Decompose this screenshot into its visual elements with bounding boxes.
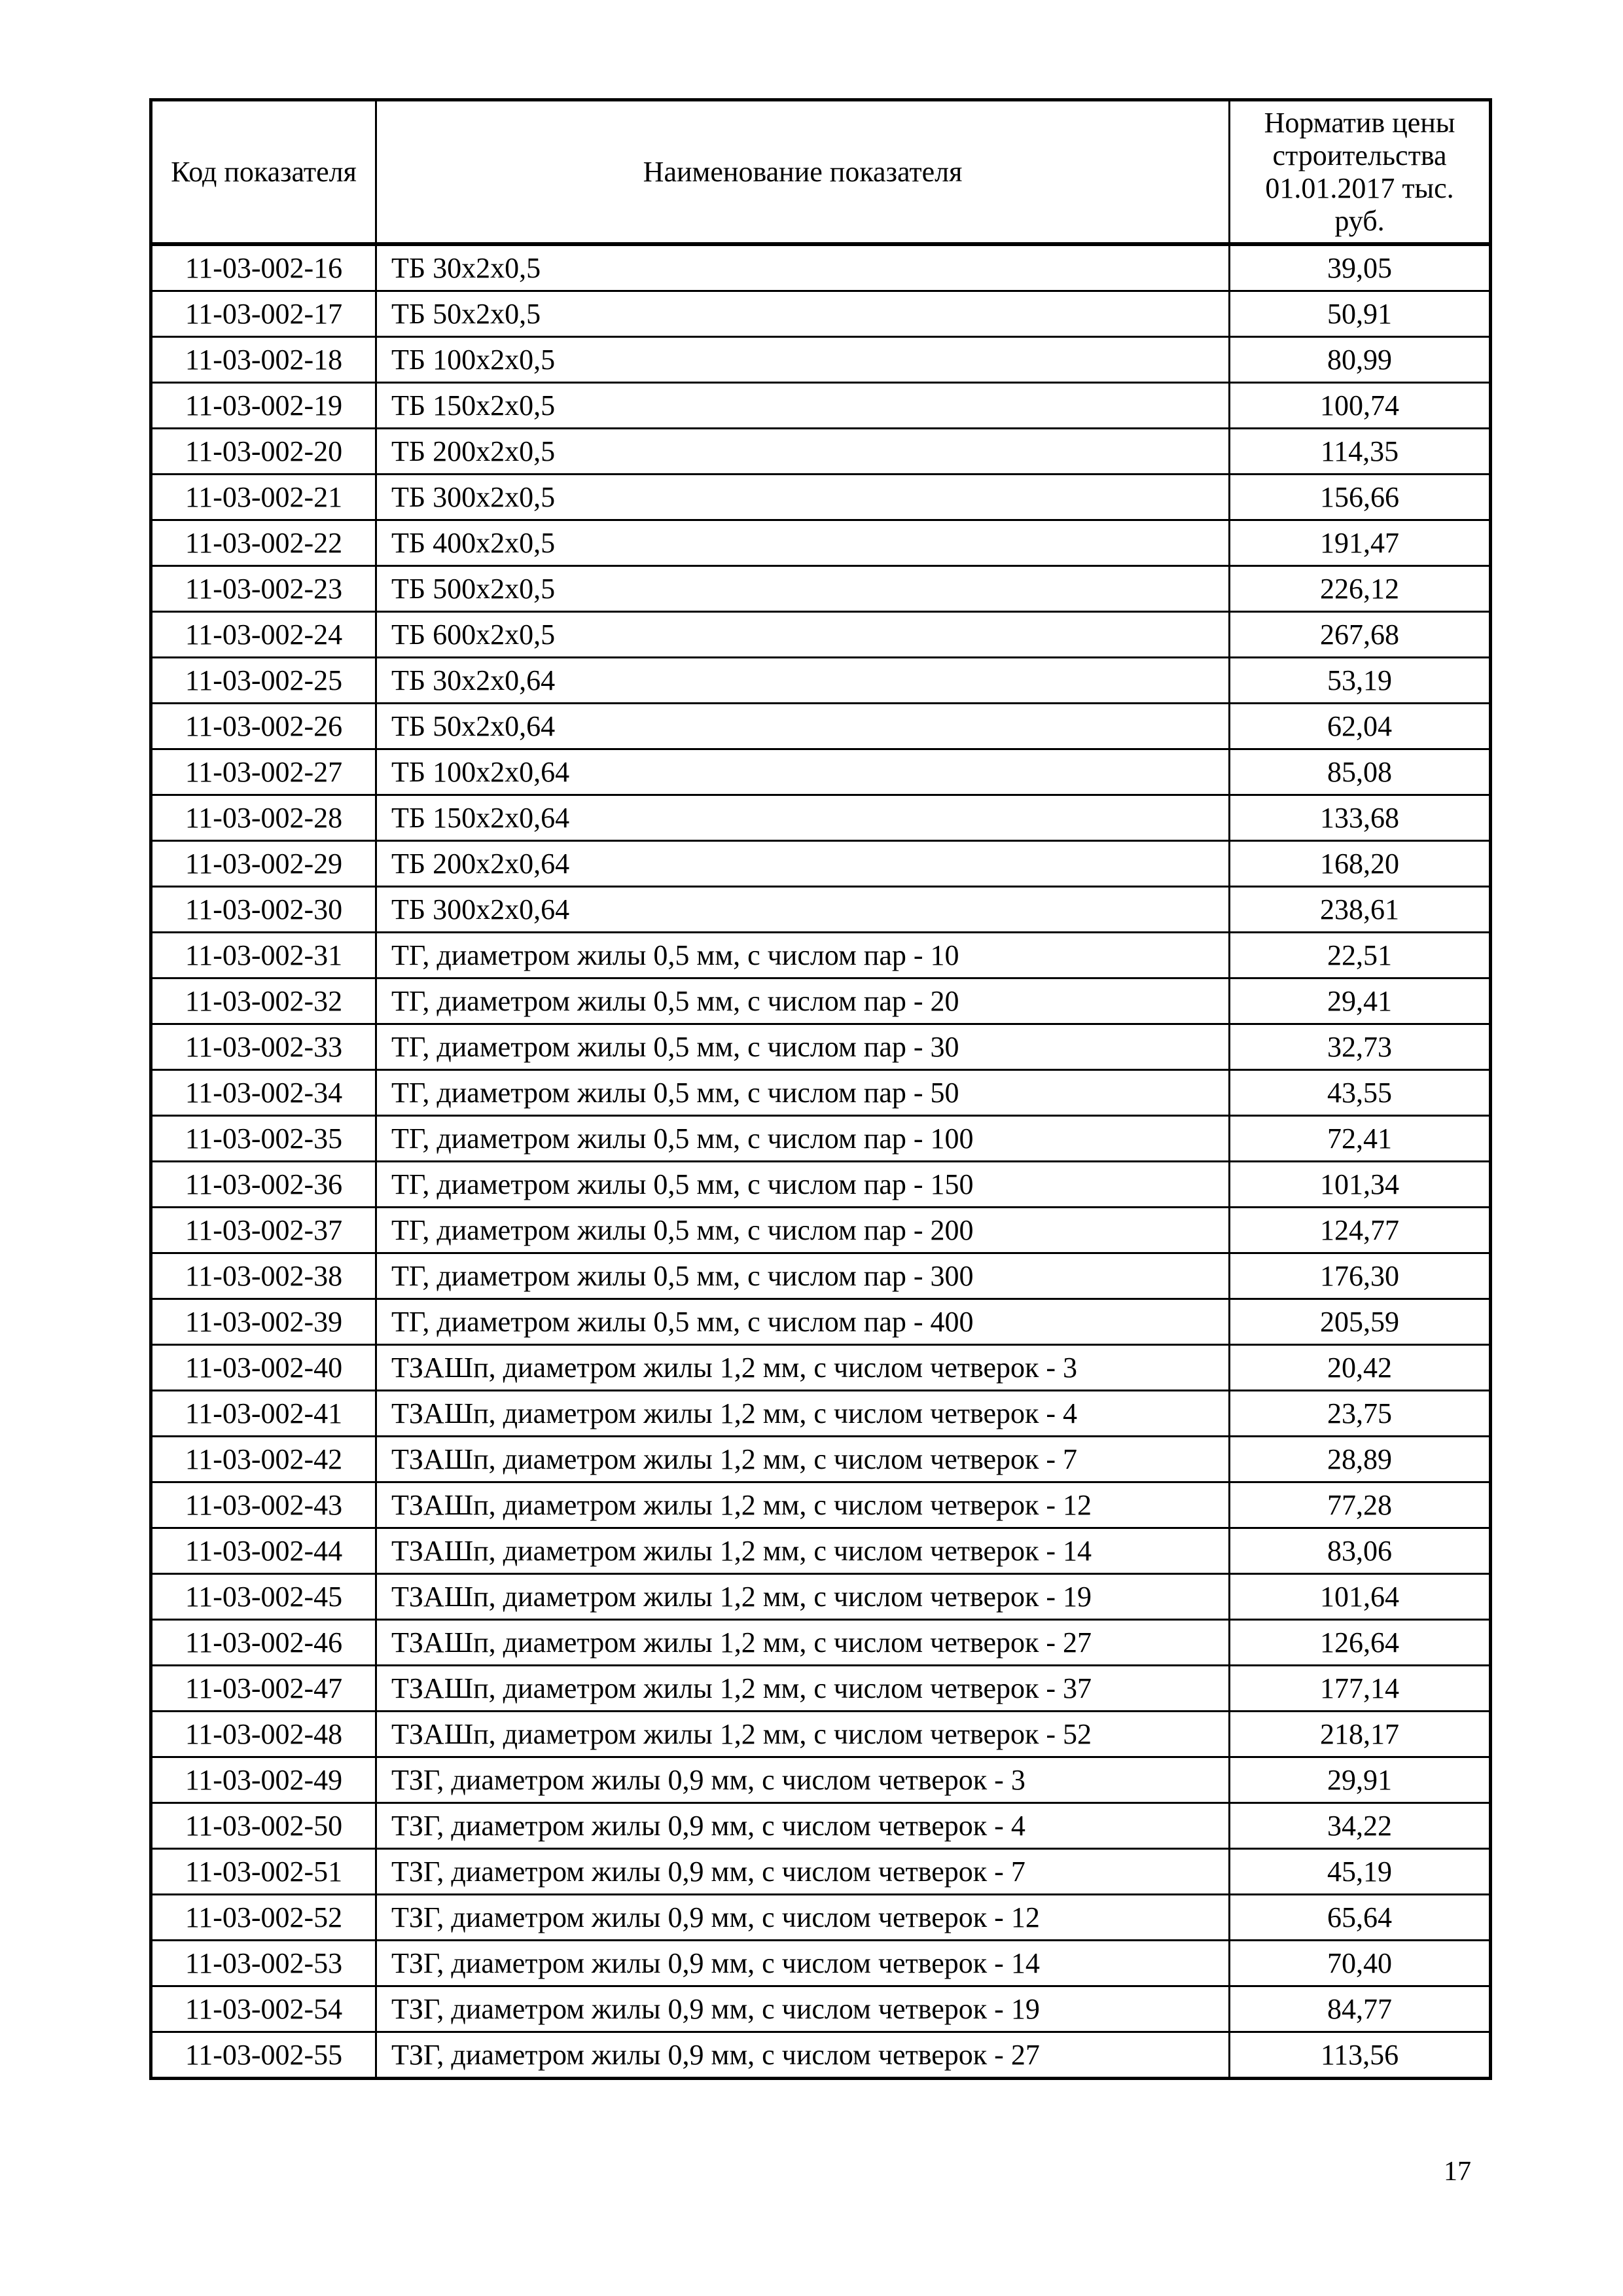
page-number: 17 bbox=[1444, 2157, 1471, 2187]
row-price: 114,35 bbox=[1230, 429, 1491, 475]
header-price bbox=[1230, 100, 1491, 245]
table-row bbox=[151, 429, 1491, 475]
row-price: 124,77 bbox=[1230, 1208, 1491, 1253]
table-row bbox=[151, 933, 1491, 978]
row-name: ТГ, диаметром жилы 0,5 мм, с числом пар - 50 bbox=[376, 1070, 1230, 1116]
row-code: 11-03-002-40 bbox=[151, 1345, 376, 1391]
row-price: 43,55 bbox=[1230, 1070, 1491, 1116]
row-price: 126,64 bbox=[1230, 1620, 1491, 1666]
row-price: 226,12 bbox=[1230, 566, 1491, 612]
table-row bbox=[151, 1712, 1491, 1757]
row-price: 77,28 bbox=[1230, 1482, 1491, 1528]
row-name: ТГ, диаметром жилы 0,5 мм, с числом пар - 200 bbox=[376, 1208, 1230, 1253]
table-row bbox=[151, 658, 1491, 704]
row-code: 11-03-002-36 bbox=[151, 1162, 376, 1208]
row-price: 65,64 bbox=[1230, 1895, 1491, 1941]
row-price: 32,73 bbox=[1230, 1024, 1491, 1070]
table-row bbox=[151, 1757, 1491, 1803]
row-code: 11-03-002-42 bbox=[151, 1437, 376, 1482]
row-price: 80,99 bbox=[1230, 337, 1491, 383]
row-price: 22,51 bbox=[1230, 933, 1491, 978]
table-row bbox=[151, 1162, 1491, 1208]
row-name: ТБ 30х2х0,5 bbox=[376, 244, 1230, 291]
table-row bbox=[151, 1116, 1491, 1162]
table-row bbox=[151, 244, 1491, 291]
row-name: ТГ, диаметром жилы 0,5 мм, с числом пар - 30 bbox=[376, 1024, 1230, 1070]
row-code: 11-03-002-46 bbox=[151, 1620, 376, 1666]
row-price: 168,20 bbox=[1230, 841, 1491, 887]
row-price: 101,34 bbox=[1230, 1162, 1491, 1208]
row-code: 11-03-002-43 bbox=[151, 1482, 376, 1528]
row-name: ТБ 300х2х0,64 bbox=[376, 887, 1230, 933]
row-name: ТБ 200х2х0,64 bbox=[376, 841, 1230, 887]
row-price: 83,06 bbox=[1230, 1528, 1491, 1574]
row-name: ТЗГ, диаметром жилы 0,9 мм, с числом четверок - 12 bbox=[376, 1895, 1230, 1941]
table-row bbox=[151, 520, 1491, 566]
row-price: 62,04 bbox=[1230, 704, 1491, 749]
table-row bbox=[151, 1024, 1491, 1070]
row-price: 267,68 bbox=[1230, 612, 1491, 658]
table-row bbox=[151, 1849, 1491, 1895]
row-name: ТЗАШп, диаметром жилы 1,2 мм, с числом четверок - 52 bbox=[376, 1712, 1230, 1757]
header-price-text: Норматив цены строительства 01.01.2017 тыс. руб. bbox=[1264, 106, 1455, 237]
row-price: 113,56 bbox=[1230, 2032, 1491, 2079]
row-code: 11-03-002-24 bbox=[151, 612, 376, 658]
row-price: 28,89 bbox=[1230, 1437, 1491, 1482]
table-row bbox=[151, 978, 1491, 1024]
row-code: 11-03-002-16 bbox=[151, 244, 376, 291]
table-row bbox=[151, 612, 1491, 658]
row-price: 34,22 bbox=[1230, 1803, 1491, 1849]
row-code: 11-03-002-38 bbox=[151, 1253, 376, 1299]
row-price: 191,47 bbox=[1230, 520, 1491, 566]
table-row bbox=[151, 841, 1491, 887]
row-code: 11-03-002-49 bbox=[151, 1757, 376, 1803]
row-code: 11-03-002-32 bbox=[151, 978, 376, 1024]
row-price: 70,40 bbox=[1230, 1941, 1491, 1986]
row-code: 11-03-002-53 bbox=[151, 1941, 376, 1986]
row-price: 156,66 bbox=[1230, 475, 1491, 520]
row-name: ТБ 30х2х0,64 bbox=[376, 658, 1230, 704]
row-name: ТЗАШп, диаметром жилы 1,2 мм, с числом четверок - 7 bbox=[376, 1437, 1230, 1482]
table-row bbox=[151, 1482, 1491, 1528]
row-price: 29,91 bbox=[1230, 1757, 1491, 1803]
row-name: ТЗАШп, диаметром жилы 1,2 мм, с числом четверок - 27 bbox=[376, 1620, 1230, 1666]
row-code: 11-03-002-41 bbox=[151, 1391, 376, 1437]
table-row bbox=[151, 1391, 1491, 1437]
row-price: 20,42 bbox=[1230, 1345, 1491, 1391]
row-name: ТЗГ, диаметром жилы 0,9 мм, с числом четверок - 19 bbox=[376, 1986, 1230, 2032]
table-row bbox=[151, 1345, 1491, 1391]
row-price: 133,68 bbox=[1230, 795, 1491, 841]
table-row bbox=[151, 1574, 1491, 1620]
row-price: 84,77 bbox=[1230, 1986, 1491, 2032]
row-name: ТЗАШп, диаметром жилы 1,2 мм, с числом четверок - 4 bbox=[376, 1391, 1230, 1437]
table-row bbox=[151, 1070, 1491, 1116]
row-code: 11-03-002-39 bbox=[151, 1299, 376, 1345]
row-name: ТБ 200х2х0,5 bbox=[376, 429, 1230, 475]
row-name: ТБ 150х2х0,5 bbox=[376, 383, 1230, 429]
row-name: ТБ 300х2х0,5 bbox=[376, 475, 1230, 520]
row-code: 11-03-002-27 bbox=[151, 749, 376, 795]
table-row bbox=[151, 704, 1491, 749]
table-row bbox=[151, 291, 1491, 337]
row-name: ТЗГ, диаметром жилы 0,9 мм, с числом четверок - 14 bbox=[376, 1941, 1230, 1986]
table-row bbox=[151, 1803, 1491, 1849]
row-code: 11-03-002-47 bbox=[151, 1666, 376, 1712]
table-row bbox=[151, 1666, 1491, 1712]
row-name: ТБ 100х2х0,64 bbox=[376, 749, 1230, 795]
row-name: ТЗАШп, диаметром жилы 1,2 мм, с числом четверок - 3 bbox=[376, 1345, 1230, 1391]
row-code: 11-03-002-19 bbox=[151, 383, 376, 429]
table-row bbox=[151, 475, 1491, 520]
table-row bbox=[151, 887, 1491, 933]
table-row bbox=[151, 383, 1491, 429]
row-code: 11-03-002-29 bbox=[151, 841, 376, 887]
table-row bbox=[151, 1941, 1491, 1986]
row-price: 72,41 bbox=[1230, 1116, 1491, 1162]
row-code: 11-03-002-30 bbox=[151, 887, 376, 933]
row-code: 11-03-002-31 bbox=[151, 933, 376, 978]
row-code: 11-03-002-51 bbox=[151, 1849, 376, 1895]
table-header-row bbox=[151, 100, 1491, 245]
row-name: ТГ, диаметром жилы 0,5 мм, с числом пар - 300 bbox=[376, 1253, 1230, 1299]
row-code: 11-03-002-18 bbox=[151, 337, 376, 383]
table-row bbox=[151, 1895, 1491, 1941]
header-code: Код показателя bbox=[151, 100, 376, 245]
row-price: 39,05 bbox=[1230, 244, 1491, 291]
row-name: ТБ 600х2х0,5 bbox=[376, 612, 1230, 658]
price-norms-table bbox=[149, 98, 1492, 2080]
table-row bbox=[151, 337, 1491, 383]
row-code: 11-03-002-20 bbox=[151, 429, 376, 475]
row-code: 11-03-002-23 bbox=[151, 566, 376, 612]
row-code: 11-03-002-17 bbox=[151, 291, 376, 337]
row-price: 176,30 bbox=[1230, 1253, 1491, 1299]
row-code: 11-03-002-25 bbox=[151, 658, 376, 704]
row-name: ТЗГ, диаметром жилы 0,9 мм, с числом четверок - 27 bbox=[376, 2032, 1230, 2079]
row-code: 11-03-002-45 bbox=[151, 1574, 376, 1620]
row-name: ТГ, диаметром жилы 0,5 мм, с числом пар - 10 bbox=[376, 933, 1230, 978]
row-name: ТБ 100х2х0,5 bbox=[376, 337, 1230, 383]
row-price: 218,17 bbox=[1230, 1712, 1491, 1757]
row-price: 53,19 bbox=[1230, 658, 1491, 704]
table-row bbox=[151, 566, 1491, 612]
row-code: 11-03-002-22 bbox=[151, 520, 376, 566]
row-name: ТЗАШп, диаметром жилы 1,2 мм, с числом четверок - 19 bbox=[376, 1574, 1230, 1620]
row-price: 238,61 bbox=[1230, 887, 1491, 933]
row-code: 11-03-002-52 bbox=[151, 1895, 376, 1941]
row-name: ТБ 50х2х0,64 bbox=[376, 704, 1230, 749]
row-price: 205,59 bbox=[1230, 1299, 1491, 1345]
table-row bbox=[151, 1253, 1491, 1299]
row-name: ТЗАШп, диаметром жилы 1,2 мм, с числом четверок - 12 bbox=[376, 1482, 1230, 1528]
row-code: 11-03-002-54 bbox=[151, 1986, 376, 2032]
row-code: 11-03-002-28 bbox=[151, 795, 376, 841]
row-price: 50,91 bbox=[1230, 291, 1491, 337]
table-row bbox=[151, 1620, 1491, 1666]
row-name: ТБ 400х2х0,5 bbox=[376, 520, 1230, 566]
table-row bbox=[151, 1986, 1491, 2032]
row-price: 85,08 bbox=[1230, 749, 1491, 795]
row-code: 11-03-002-26 bbox=[151, 704, 376, 749]
row-name: ТГ, диаметром жилы 0,5 мм, с числом пар - 150 bbox=[376, 1162, 1230, 1208]
row-price: 29,41 bbox=[1230, 978, 1491, 1024]
row-name: ТЗГ, диаметром жилы 0,9 мм, с числом четверок - 7 bbox=[376, 1849, 1230, 1895]
row-name: ТГ, диаметром жилы 0,5 мм, с числом пар - 400 bbox=[376, 1299, 1230, 1345]
row-price: 101,64 bbox=[1230, 1574, 1491, 1620]
table-row bbox=[151, 1208, 1491, 1253]
row-name: ТЗАШп, диаметром жилы 1,2 мм, с числом четверок - 14 bbox=[376, 1528, 1230, 1574]
row-price: 23,75 bbox=[1230, 1391, 1491, 1437]
table-body bbox=[151, 244, 1491, 2079]
row-code: 11-03-002-34 bbox=[151, 1070, 376, 1116]
table-row bbox=[151, 1437, 1491, 1482]
row-name: ТБ 500х2х0,5 bbox=[376, 566, 1230, 612]
row-code: 11-03-002-35 bbox=[151, 1116, 376, 1162]
row-name: ТЗГ, диаметром жилы 0,9 мм, с числом четверок - 3 bbox=[376, 1757, 1230, 1803]
row-code: 11-03-002-33 bbox=[151, 1024, 376, 1070]
header-name: Наименование показателя bbox=[376, 100, 1230, 245]
table-row bbox=[151, 749, 1491, 795]
row-code: 11-03-002-21 bbox=[151, 475, 376, 520]
table-row bbox=[151, 2032, 1491, 2079]
row-price: 45,19 bbox=[1230, 1849, 1491, 1895]
row-name: ТГ, диаметром жилы 0,5 мм, с числом пар - 20 bbox=[376, 978, 1230, 1024]
table-row bbox=[151, 795, 1491, 841]
row-code: 11-03-002-44 bbox=[151, 1528, 376, 1574]
row-name: ТГ, диаметром жилы 0,5 мм, с числом пар - 100 bbox=[376, 1116, 1230, 1162]
row-code: 11-03-002-55 bbox=[151, 2032, 376, 2079]
row-code: 11-03-002-50 bbox=[151, 1803, 376, 1849]
row-code: 11-03-002-48 bbox=[151, 1712, 376, 1757]
row-name: ТБ 50х2х0,5 bbox=[376, 291, 1230, 337]
row-code: 11-03-002-37 bbox=[151, 1208, 376, 1253]
row-name: ТЗАШп, диаметром жилы 1,2 мм, с числом четверок - 37 bbox=[376, 1666, 1230, 1712]
row-price: 100,74 bbox=[1230, 383, 1491, 429]
row-price: 177,14 bbox=[1230, 1666, 1491, 1712]
row-name: ТБ 150х2х0,64 bbox=[376, 795, 1230, 841]
table-row bbox=[151, 1528, 1491, 1574]
table-row bbox=[151, 1299, 1491, 1345]
row-name: ТЗГ, диаметром жилы 0,9 мм, с числом четверок - 4 bbox=[376, 1803, 1230, 1849]
